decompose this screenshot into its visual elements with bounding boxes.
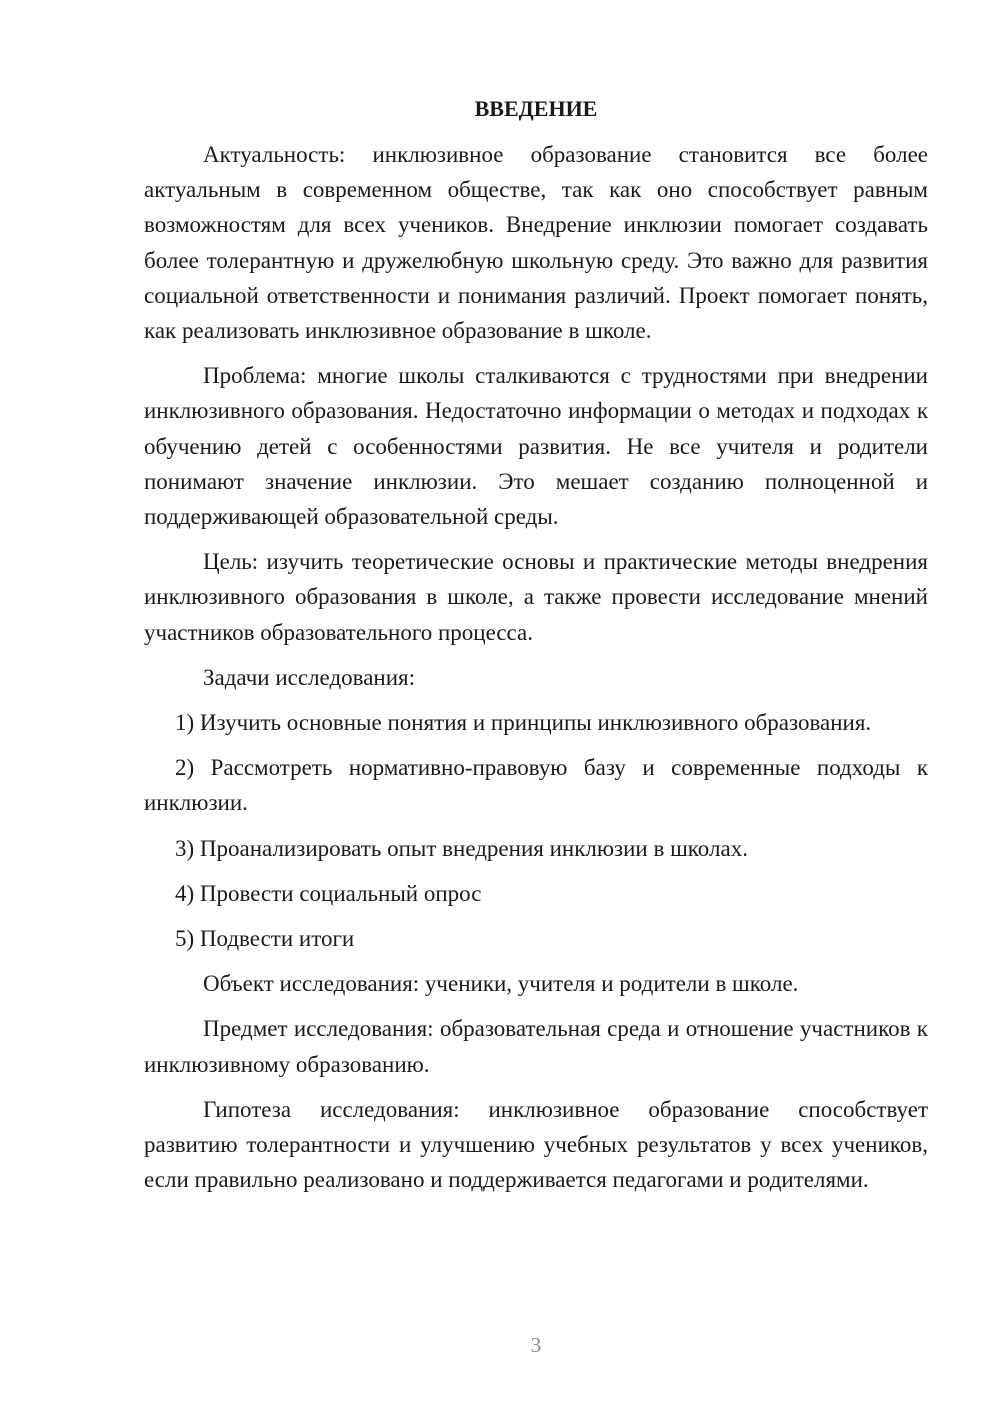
task-item-1: 1) Изучить основные понятия и принципы инклюзивного образования. [175, 710, 872, 736]
task-item-5: 5) Подвести итоги [175, 926, 355, 952]
page-content [144, 94, 928, 1207]
page-title: ВВЕДЕНИЕ [474, 96, 598, 121]
task-item-4: 4) Провести социальный опрос [175, 880, 482, 906]
task-item-2: 2) Рассмотреть нормативно-правовую базу и современные подходы к инклюзии. [144, 755, 928, 816]
paragraph-problem: Проблема: многие школы сталкиваются с трудностями при внедрении инклюзивного образования. Недостаточно информации о методах и подходах к обучению детей с особенностями развития. Не все учителя и родители понимают значение инклюзии. Это мешает созданию полноценной и поддерживающей образовательной среды. [144, 363, 928, 530]
tasks-heading: Задачи исследования: [203, 664, 416, 690]
paragraph-relevance: Актуальность: инклюзивное образование становится все более актуальным в современном обществе, так как оно способствует равным возможностям для всех учеников. Внедрение инклюзии помогает создавать более толерантную и дружелюбную школьную среду. Это важно для развития социальной ответственности и понимания различий. Проект помогает понять, как реализовать инклюзивное образование в школе. [144, 142, 928, 344]
page-number: 3 [530, 1333, 542, 1357]
paragraph-object: Объект исследования: ученики, учителя и родители в школе. [203, 971, 799, 997]
paragraph-hypothesis: Гипотеза исследования: инклюзивное образование способствует развитию толерантности и улучшению учебных результатов у всех учеников, если правильно реализовано и поддерживается педагогами и родителями. [144, 1096, 928, 1193]
task-item-3: 3) Проанализировать опыт внедрения инклюзии в школах. [175, 835, 748, 861]
paragraph-subject: Предмет исследования: образовательная среда и отношение участников к инклюзивному образованию. [144, 1016, 928, 1077]
paragraph-goal: Цель: изучить теоретические основы и практические методы внедрения инклюзивного образования в школе, а также провести исследование мнений участников образовательного процесса. [144, 549, 928, 645]
